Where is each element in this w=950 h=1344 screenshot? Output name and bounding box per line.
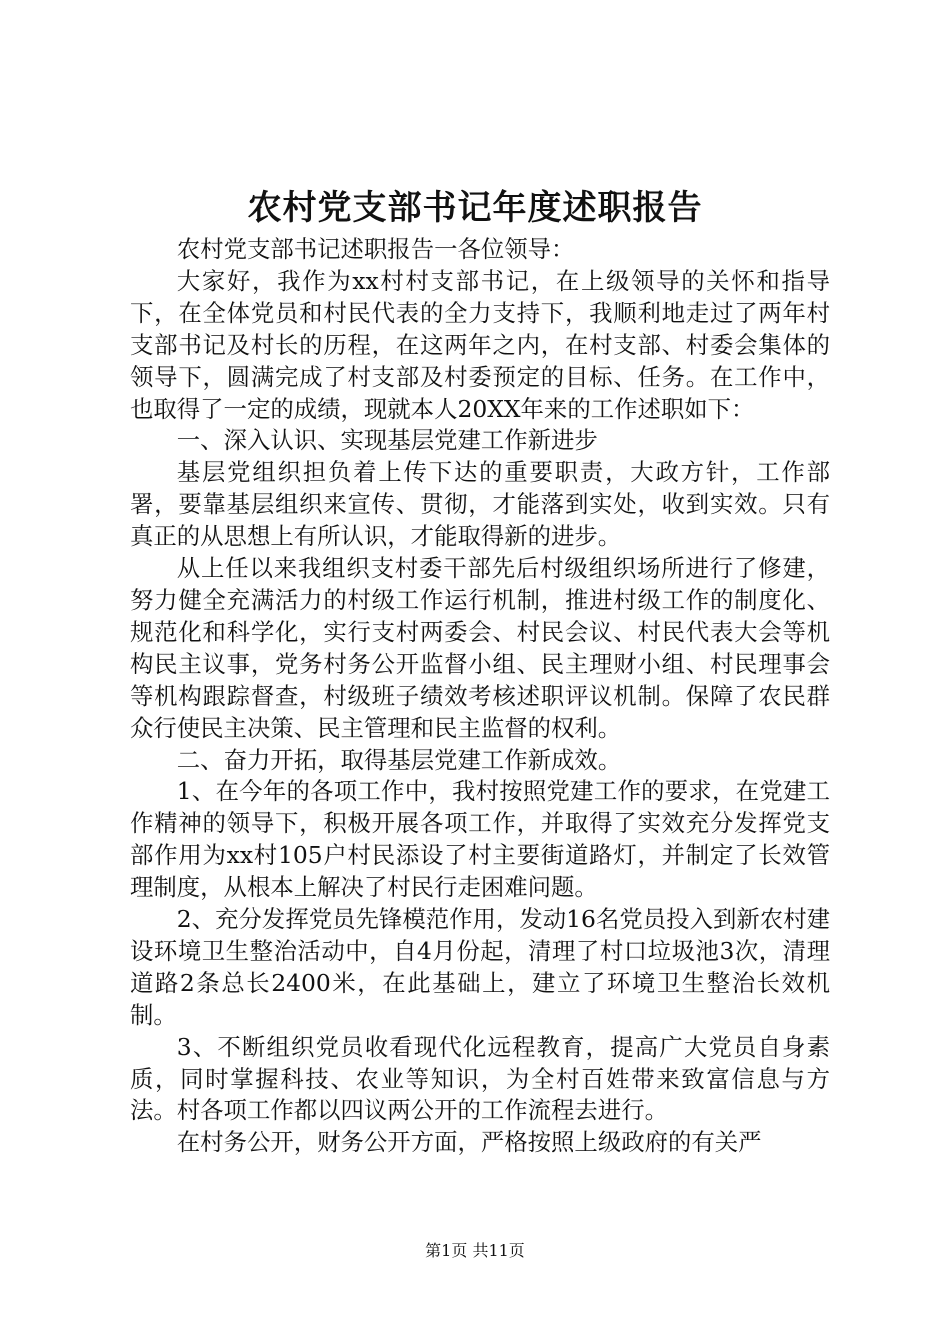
document-body xyxy=(130,234,830,1159)
paragraph-item-1: 1、在今年的各项工作中，我村按照党建工作的要求，在党建工作精神的领导下，积极开展各项工作，并取得了实效充分发挥党支部作用为xx村105户村民添设了村主要街道路灯，并制定了长效管理制度，从根本上解决了村民行走困难问题。 xyxy=(130,777,830,902)
section-heading-1: 一、深入认识、实现基层党建工作新进步 xyxy=(176,426,598,455)
paragraph-section-1-a: 基层党组织担负着上传下达的重要职责，大政方针，工作部署，要靠基层组织来宣传、贯彻，才能落到实处，收到实效。只有真正的从思想上有所认识，才能取得新的进步。 xyxy=(130,458,830,551)
paragraph-continued: 在村务公开，财务公开方面，严格按照上级政府的有关严 xyxy=(176,1128,762,1157)
paragraph-item-2: 2、充分发挥党员先锋模范作用，发动16名党员投入到新农村建设环境卫生整治活动中，自4月份起，清理了村口垃圾池3次，清理道路2条总长2400米，在此基础上，建立了环境卫生整治长效机制。 xyxy=(130,905,830,1029)
paragraph-salutation: 农村党支部书记述职报告一各位领导： xyxy=(176,235,575,263)
paragraph-introduction: 大家好，我作为xx村村支部书记，在上级领导的关怀和指导下，在全体党员和村民代表的全力支持下，我顺利地走过了两年村支部书记及村长的历程，在这两年之内，在村支部、村委会集体的领导下，圆满完成了村支部及村委预定的目标、任务。在工作中，也取得了一定的成绩，现就本人20XX年来的工作述职如下： xyxy=(130,266,830,423)
paragraph-section-1-b: 从上任以来我组织支村委干部先后村级组织场所进行了修建，努力健全充满活力的村级工作运行机制，推进村级工作的制度化、规范化和科学化，实行支村两委会、村民会议、村民代表大会等机构民主议事，党务村务公开监督小组、民主理财小组、村民理事会等机构跟踪督查，村级班子绩效考核述职评议机制。保障了农民群众行使民主决策、民主管理和民主监督的权利。 xyxy=(130,554,830,742)
document-title: 农村党支部书记年度述职报告 xyxy=(247,188,703,228)
page-number-footer: 第1页 共11页 xyxy=(425,1241,525,1260)
section-heading-2: 二、奋力开拓，取得基层党建工作新成效。 xyxy=(176,745,622,774)
paragraph-item-3: 3、不断组织党员收看现代化远程教育，提高广大党员自身素质，同时掌握科技、农业等知识，为全村百姓带来致富信息与方法。村各项工作都以四议两公开的工作流程去进行。 xyxy=(130,1032,830,1125)
